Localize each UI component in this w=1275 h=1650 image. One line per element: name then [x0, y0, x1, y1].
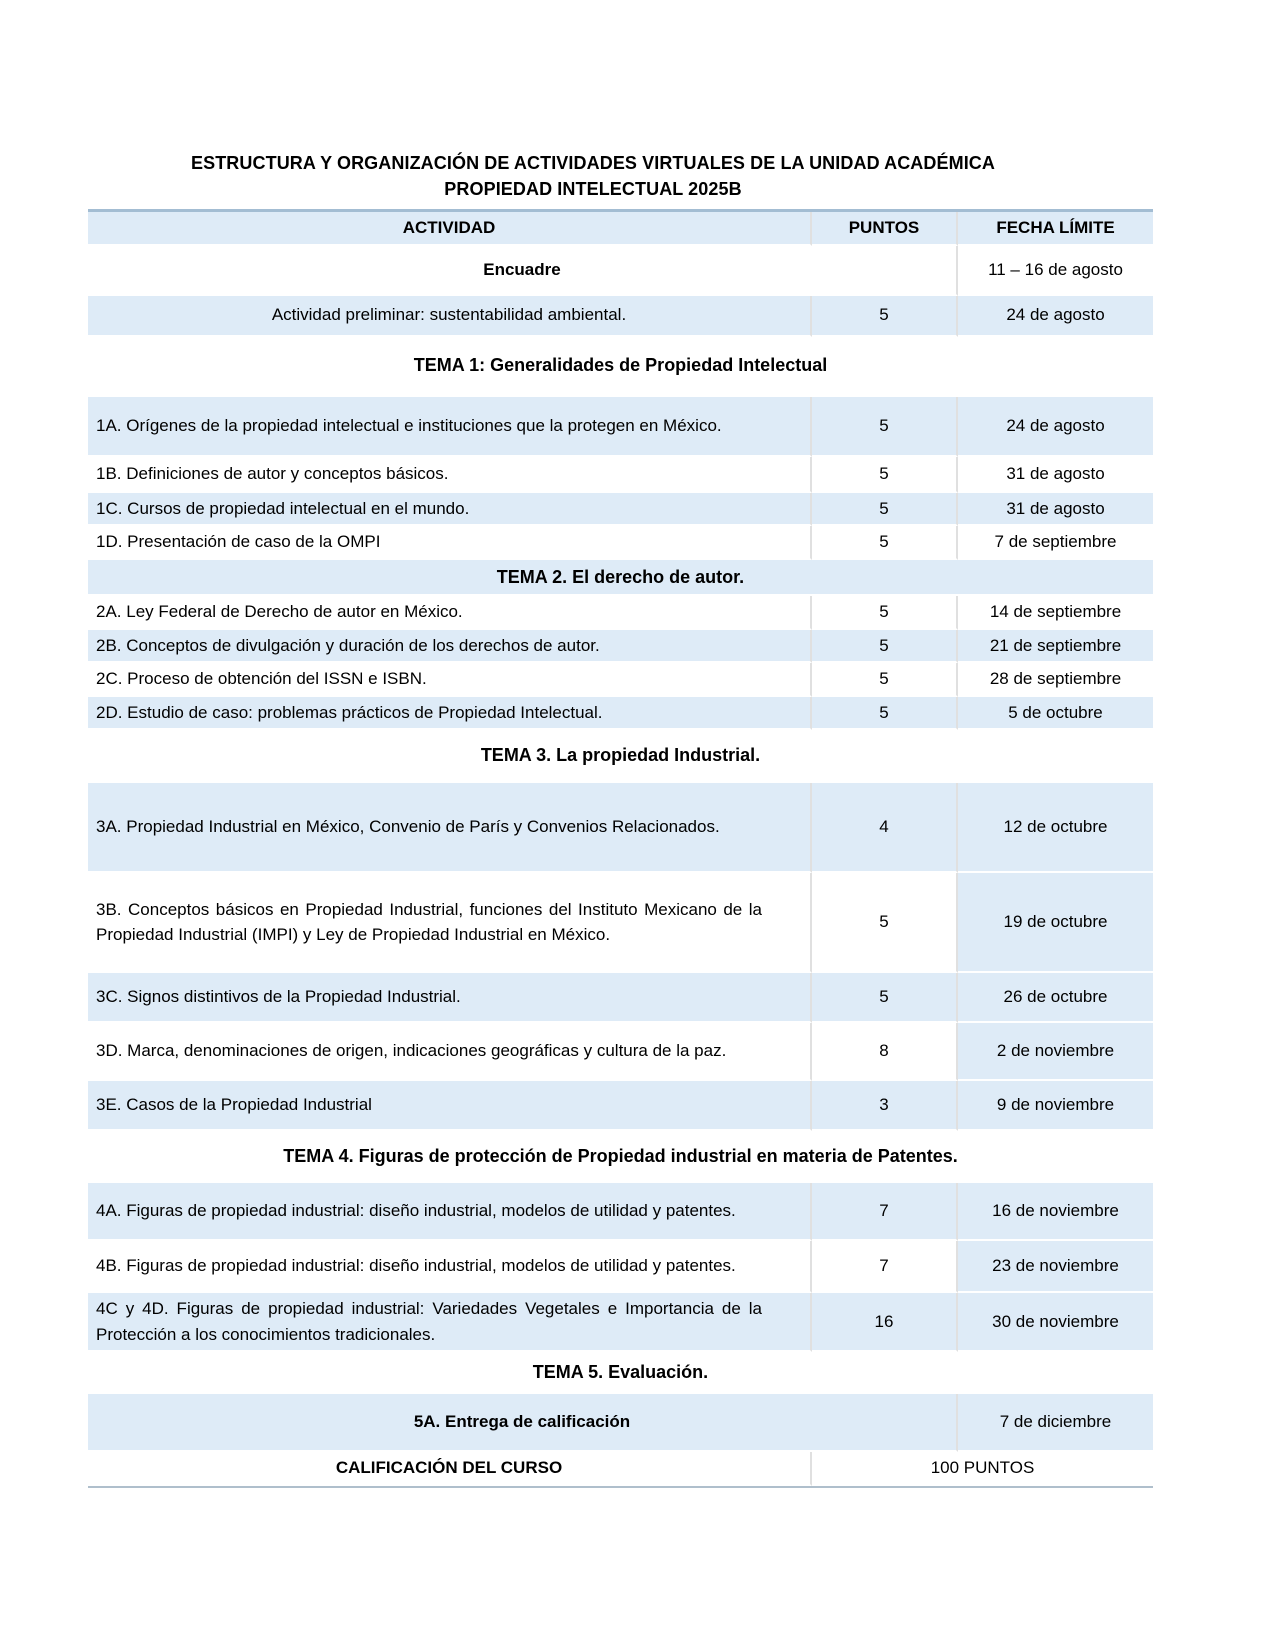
date-cell: 21 de septiembre — [958, 630, 1153, 664]
section-heading-cell: TEMA 1: Generalidades de Propiedad Intelectual — [88, 337, 1153, 397]
points-cell: 5 — [812, 973, 958, 1023]
row-3d — [88, 1023, 1153, 1081]
activity-cell: 3E. Casos de la Propiedad Industrial — [88, 1081, 812, 1131]
activity-cell: 1A. Orígenes de la propiedad intelectual e instituciones que la protegen en México. — [88, 397, 812, 457]
activity-cell: 1B. Definiciones de autor y conceptos básicos. — [88, 457, 812, 493]
row-3c — [88, 973, 1153, 1023]
section-tema-4 — [88, 1131, 1153, 1183]
activity-cell: 2C. Proceso de obtención del ISSN e ISBN. — [88, 663, 812, 697]
column-header: ACTIVIDAD — [88, 212, 812, 246]
activity-cell: 2B. Conceptos de divulgación y duración de los derechos de autor. — [88, 630, 812, 664]
date-cell: 31 de agosto — [958, 457, 1153, 493]
date-cell: 9 de noviembre — [958, 1081, 1153, 1131]
points-cell: 5 — [812, 663, 958, 697]
section-tema-3 — [88, 730, 1153, 783]
points-cell: 5 — [812, 630, 958, 664]
date-cell: 12 de octubre — [958, 783, 1153, 873]
activity-cell: 3A. Propiedad Industrial en México, Convenio de París y Convenios Relacionados. — [88, 783, 812, 873]
row-2d — [88, 697, 1153, 731]
row-actividad-preliminar — [88, 296, 1153, 337]
points-cell: 4 — [812, 783, 958, 873]
section-heading-cell: TEMA 3. La propiedad Industrial. — [88, 730, 1153, 783]
row-1d — [88, 526, 1153, 560]
activity-cell: Actividad preliminar: sustentabilidad ambiental. — [88, 296, 812, 337]
activity-cell: 2D. Estudio de caso: problemas prácticos de Propiedad Intelectual. — [88, 697, 812, 731]
date-cell: 14 de septiembre — [958, 596, 1153, 630]
row-3e — [88, 1081, 1153, 1131]
activity-cell: 2A. Ley Federal de Derecho de autor en México. — [88, 596, 812, 630]
points-cell: 7 — [812, 1241, 958, 1293]
column-header: FECHA LÍMITE — [958, 212, 1153, 246]
row-2b — [88, 630, 1153, 664]
row-4b — [88, 1241, 1153, 1293]
activity-cell: 1C. Cursos de propiedad intelectual en el mundo. — [88, 493, 812, 527]
points-cell: 16 — [812, 1293, 958, 1352]
column-header: PUNTOS — [812, 212, 958, 246]
points-cell: 8 — [812, 1023, 958, 1081]
points-cell: 5 — [812, 526, 958, 560]
header-row — [88, 212, 1153, 246]
activity-cell: CALIFICACIÓN DEL CURSO — [88, 1452, 812, 1486]
date-cell: 7 de diciembre — [958, 1394, 1153, 1452]
activity-cell: 4A. Figuras de propiedad industrial: diseño industrial, modelos de utilidad y patentes. — [88, 1183, 812, 1241]
date-cell: 5 de octubre — [958, 697, 1153, 731]
document-title-line-1: ESTRUCTURA Y ORGANIZACIÓN DE ACTIVIDADES VIRTUALES DE LA UNIDAD ACADÉMICA — [191, 153, 995, 173]
activity-cell: 4C y 4D. Figuras de propiedad industrial: Variedades Vegetales e Importancia de la Protección a los conocimientos tradicionales. — [88, 1293, 812, 1352]
section-tema-2 — [88, 560, 1153, 596]
row-5a — [88, 1394, 1153, 1452]
row-encuadre — [88, 246, 1153, 296]
activities-table — [88, 209, 1153, 1488]
date-cell: 16 de noviembre — [958, 1183, 1153, 1241]
document-title — [88, 0, 1098, 202]
points-cell: 3 — [812, 1081, 958, 1131]
row-calificacion — [88, 1452, 1153, 1486]
activity-cell: Encuadre — [88, 246, 958, 296]
row-1c — [88, 493, 1153, 527]
date-cell: 23 de noviembre — [958, 1241, 1153, 1293]
section-heading-cell: TEMA 4. Figuras de protección de Propiedad industrial en materia de Patentes. — [88, 1131, 1153, 1183]
date-cell: 11 – 16 de agosto — [958, 246, 1153, 296]
activity-cell: 3C. Signos distintivos de la Propiedad Industrial. — [88, 973, 812, 1023]
row-2a — [88, 596, 1153, 630]
date-cell: 19 de octubre — [958, 873, 1153, 973]
activity-cell: 3B. Conceptos básicos en Propiedad Industrial, funciones del Instituto Mexicano de la Propiedad Industrial (IMPI) y Ley de Propiedad Industrial en México. — [88, 873, 812, 973]
row-1b — [88, 457, 1153, 493]
row-3a — [88, 783, 1153, 873]
points-cell: 5 — [812, 397, 958, 457]
activity-cell: 1D. Presentación de caso de la OMPI — [88, 526, 812, 560]
row-2c — [88, 663, 1153, 697]
points-cell: 5 — [812, 596, 958, 630]
points-cell: 5 — [812, 457, 958, 493]
section-tema-5 — [88, 1352, 1153, 1394]
document-title-line-2: PROPIEDAD INTELECTUAL 2025B — [444, 179, 742, 199]
section-tema-1 — [88, 337, 1153, 397]
points-cell: 5 — [812, 697, 958, 731]
points-cell: 5 — [812, 296, 958, 337]
total-points-cell: 100 PUNTOS — [812, 1452, 1153, 1486]
date-cell: 31 de agosto — [958, 493, 1153, 527]
date-cell: 7 de septiembre — [958, 526, 1153, 560]
row-1a — [88, 397, 1153, 457]
points-cell: 5 — [812, 493, 958, 527]
activities-table-body — [88, 212, 1153, 1486]
section-heading-cell: TEMA 2. El derecho de autor. — [88, 560, 1153, 596]
section-heading-cell: TEMA 5. Evaluación. — [88, 1352, 1153, 1394]
date-cell: 28 de septiembre — [958, 663, 1153, 697]
row-4c-4d — [88, 1293, 1153, 1352]
activity-cell: 3D. Marca, denominaciones de origen, indicaciones geográficas y cultura de la paz. — [88, 1023, 812, 1081]
activity-cell: 4B. Figuras de propiedad industrial: diseño industrial, modelos de utilidad y patentes. — [88, 1241, 812, 1293]
date-cell: 26 de octubre — [958, 973, 1153, 1023]
points-cell: 5 — [812, 873, 958, 973]
points-cell: 7 — [812, 1183, 958, 1241]
row-3b — [88, 873, 1153, 973]
date-cell: 24 de agosto — [958, 296, 1153, 337]
date-cell: 30 de noviembre — [958, 1293, 1153, 1352]
date-cell: 24 de agosto — [958, 397, 1153, 457]
date-cell: 2 de noviembre — [958, 1023, 1153, 1081]
row-4a — [88, 1183, 1153, 1241]
activity-cell: 5A. Entrega de calificación — [88, 1394, 958, 1452]
